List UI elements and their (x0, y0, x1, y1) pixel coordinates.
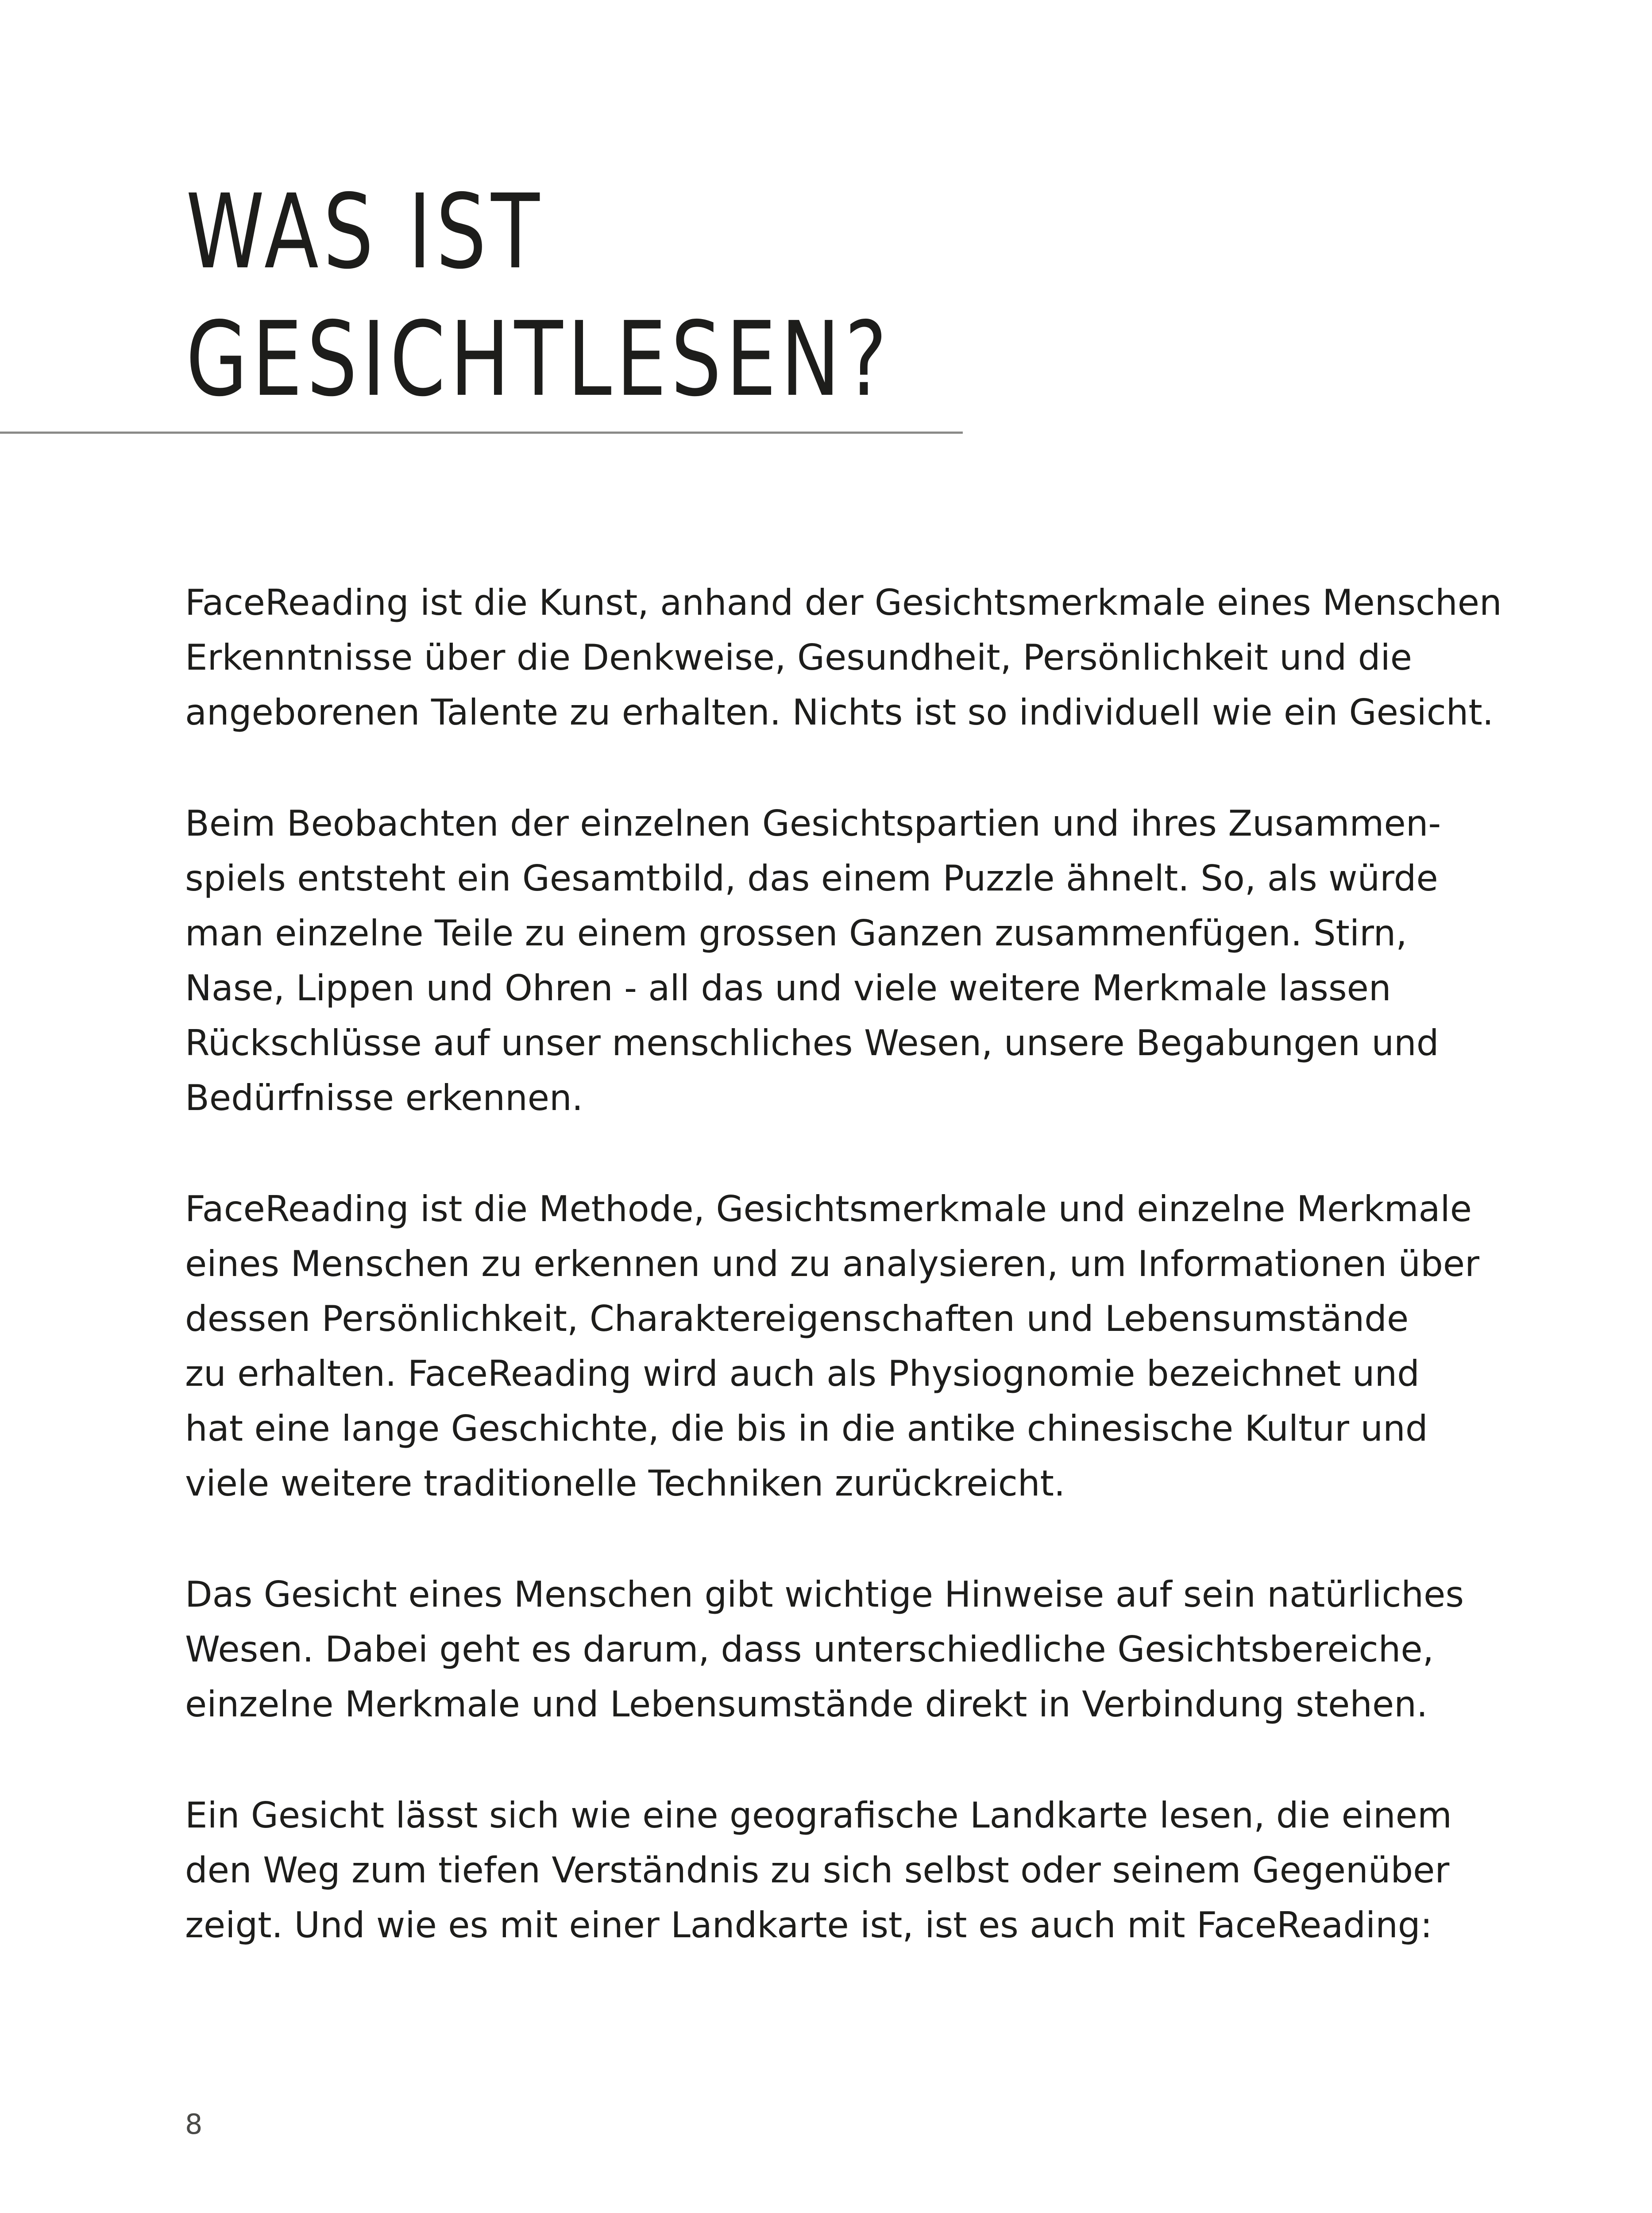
paragraph-line: man einzelne Teile zu einem grossen Ganzen zusammenfügen. Stirn, (185, 913, 1407, 954)
paragraph-line: Wesen. Dabei geht es darum, dass unterschiedliche Gesichtsbereiche, (185, 1629, 1434, 1670)
paragraph-line: viele weitere traditionelle Techniken zurückreicht. (185, 1463, 1065, 1504)
paragraph-line: den Weg zum tiefen Verständnis zu sich selbst oder seinem Gegenüber (185, 1850, 1450, 1891)
paragraph-2 (185, 796, 1513, 1126)
page-title (186, 168, 1006, 423)
paragraph-1 (185, 575, 1513, 740)
paragraph-3 (185, 1182, 1513, 1511)
title-divider (0, 432, 963, 434)
paragraph-line: Ein Gesicht lässt sich wie eine geografische Landkarte lesen, die einem (185, 1795, 1452, 1836)
paragraph-line: einzelne Merkmale und Lebensumstände direkt in Verbindung stehen. (185, 1684, 1428, 1725)
title-line-2: GESICHTLESEN? (186, 300, 892, 419)
paragraph-line: Nase, Lippen und Ohren - all das und viele weitere Merkmale lassen (185, 968, 1391, 1009)
paragraph-line: Bedürfnisse erkennen. (185, 1077, 583, 1118)
paragraph-line: Erkenntnisse über die Denkweise, Gesundheit, Persönlichkeit und die (185, 637, 1412, 678)
paragraph-line: zeigt. Und wie es mit einer Landkarte ist, ist es auch mit FaceReading: (185, 1905, 1432, 1946)
paragraph-line: hat eine lange Geschichte, die bis in die antike chinesische Kultur und (185, 1408, 1428, 1449)
body-text (185, 575, 1513, 2009)
paragraph-line: FaceReading ist die Kunst, anhand der Gesichtsmerkmale eines Menschen (185, 582, 1502, 623)
paragraph-line: dessen Persönlichkeit, Charaktereigenschaften und Lebensumstände (185, 1298, 1409, 1339)
paragraph-line: Das Gesicht eines Menschen gibt wichtige Hinweise auf sein natürliches (185, 1574, 1464, 1615)
paragraph-5 (185, 1788, 1513, 1953)
page-number: 8 (185, 2108, 203, 2140)
paragraph-line: FaceReading ist die Methode, Gesichtsmerkmale und einzelne Merkmale (185, 1188, 1472, 1230)
paragraph-4 (185, 1567, 1513, 1732)
title-line-1: WAS IST (186, 172, 544, 292)
paragraph-line: Beim Beobachten der einzelnen Gesichtspartien und ihres Zusammen- (185, 803, 1441, 844)
paragraph-line: zu erhalten. FaceReading wird auch als Physiognomie bezeichnet und (185, 1353, 1420, 1394)
paragraph-line: angeborenen Talente zu erhalten. Nichts ist so individuell wie ein Gesicht. (185, 692, 1494, 733)
paragraph-line: Rückschlüsse auf unser menschliches Wesen, unsere Begabungen und (185, 1022, 1439, 1064)
paragraph-line: eines Menschen zu erkennen und zu analysieren, um Informationen über (185, 1243, 1480, 1284)
paragraph-line: spiels entsteht ein Gesamtbild, das einem Puzzle ähnelt. So, als würde (185, 858, 1438, 899)
